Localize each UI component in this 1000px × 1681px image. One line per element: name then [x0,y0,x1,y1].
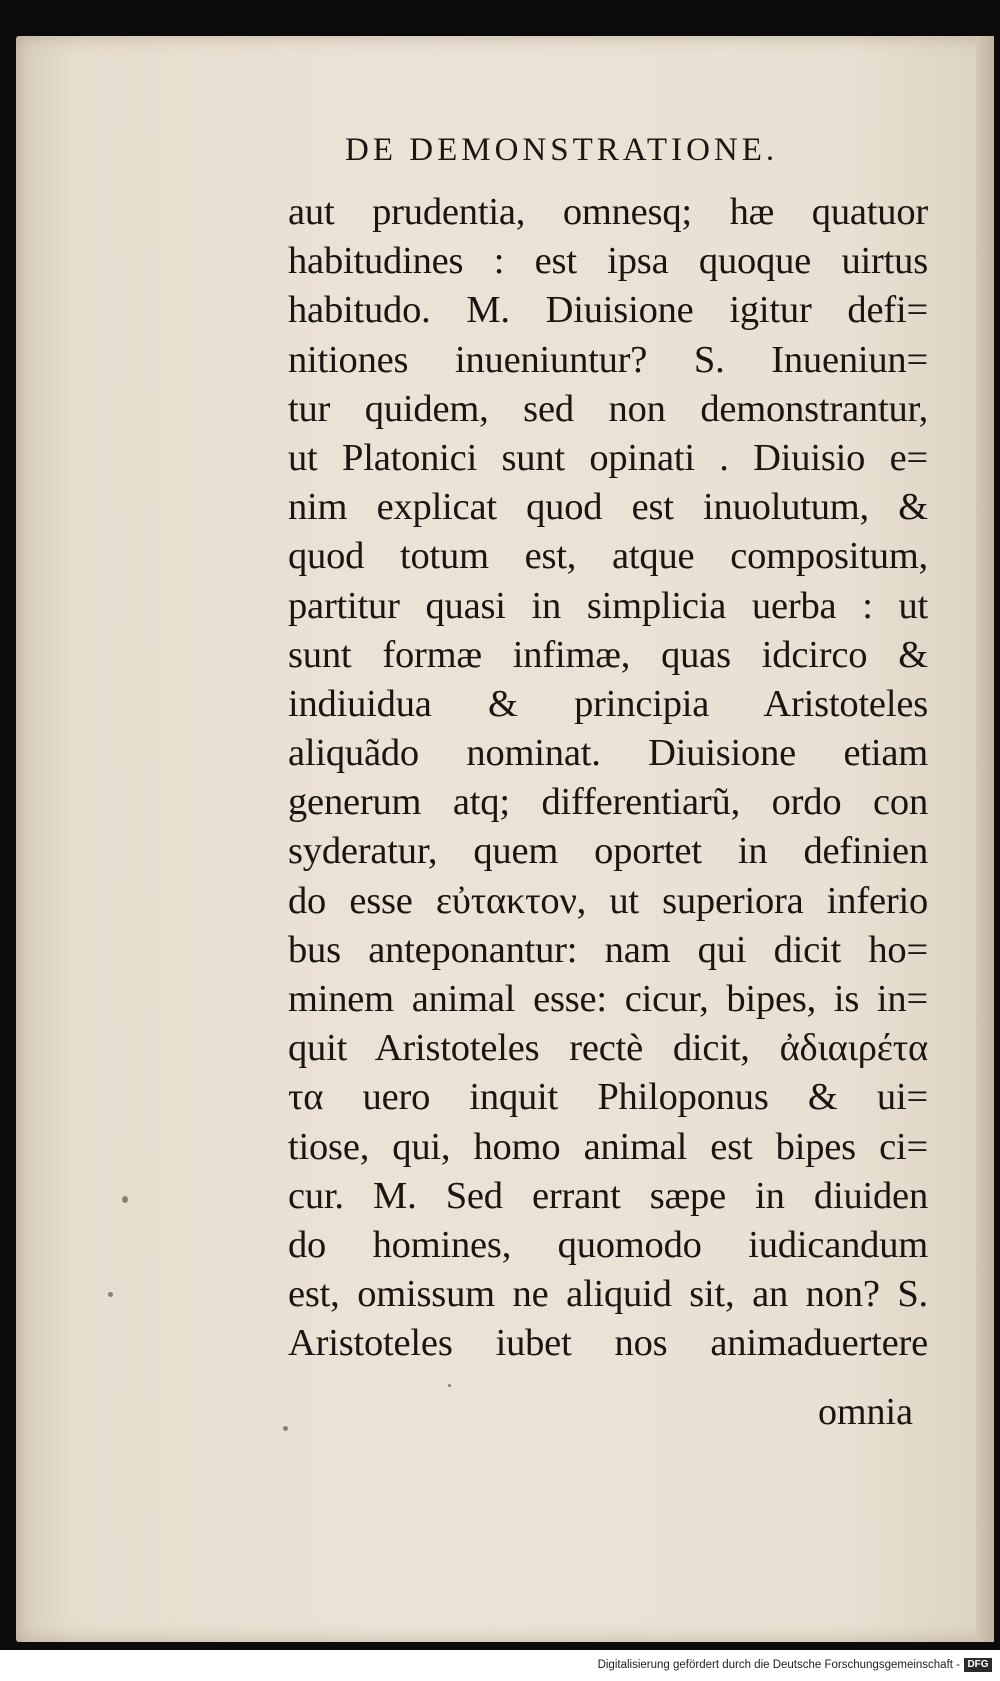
text-line: habitudines : est ipsa quoque uirtus [288,240,928,283]
ink-speck [108,1292,113,1297]
text-line: aliquãdo nominat. Diuisione etiam [288,732,928,775]
page-edge [976,36,994,1642]
text-line: do esse εὐτακτον, ut superiora inferio [288,879,928,922]
text-line: bus anteponantur: nam qui dicit ho= [288,928,928,971]
text-line: syderatur, quem oportet in definien [288,830,928,873]
text-line: generum atq; differentiarũ, ordo con [288,781,928,824]
text-line: ut Platonici sunt opinati . Diuisio e= [288,436,928,479]
text-line: cur. M. Sed errant sæpe in diuiden [288,1174,928,1217]
ink-speck [283,1426,288,1431]
catchword: omnia [818,1391,913,1433]
text-line: partitur quasi in simplicia uerba : ut [288,584,928,627]
text-line: nitiones inueniuntur? S. Inueniun= [288,338,928,381]
body-text [288,188,928,1369]
text-line: aut prudentia, omnesq; hæ quatuor [288,191,928,233]
text-line: tiose, qui, homo animal est bipes ci= [288,1125,928,1168]
dfg-logo: DFG [964,1658,992,1672]
text-line: est, omissum ne aliquid sit, an non? S. [288,1273,928,1316]
ink-speck [448,1384,451,1387]
text-line: τα uero inquit Philoponus & ui= [288,1076,928,1119]
text-line: tur quidem, sed non demonstrantur, [288,387,928,430]
text-line: sunt formæ infimæ, quas idcirco & [288,633,928,676]
text-line: indiuidua & principia Aristoteles [288,682,928,725]
running-head: DE DEMONSTRATIONE. [345,132,779,168]
footer-credit: Digitalisierung gefördert durch die Deutsche Forschungsgemeinschaft - [597,1659,960,1671]
text-line: quit Aristoteles rectè dicit, ἀδιαιρέτα [288,1027,928,1070]
ink-speck [122,1196,128,1203]
text-line: nim explicat quod est inuolutum, & [288,486,928,529]
text-line: Aristoteles iubet nos animaduertere [288,1322,928,1365]
text-line: habitudo. M. Diuisione igitur defi= [288,289,928,332]
text-line: quod totum est, atque compositum, [288,535,928,578]
text-line: minem animal esse: cicur, bipes, is in= [288,978,928,1020]
digitization-footer [0,1650,1000,1681]
text-line: do homines, quomodo iudicandum [288,1223,928,1266]
